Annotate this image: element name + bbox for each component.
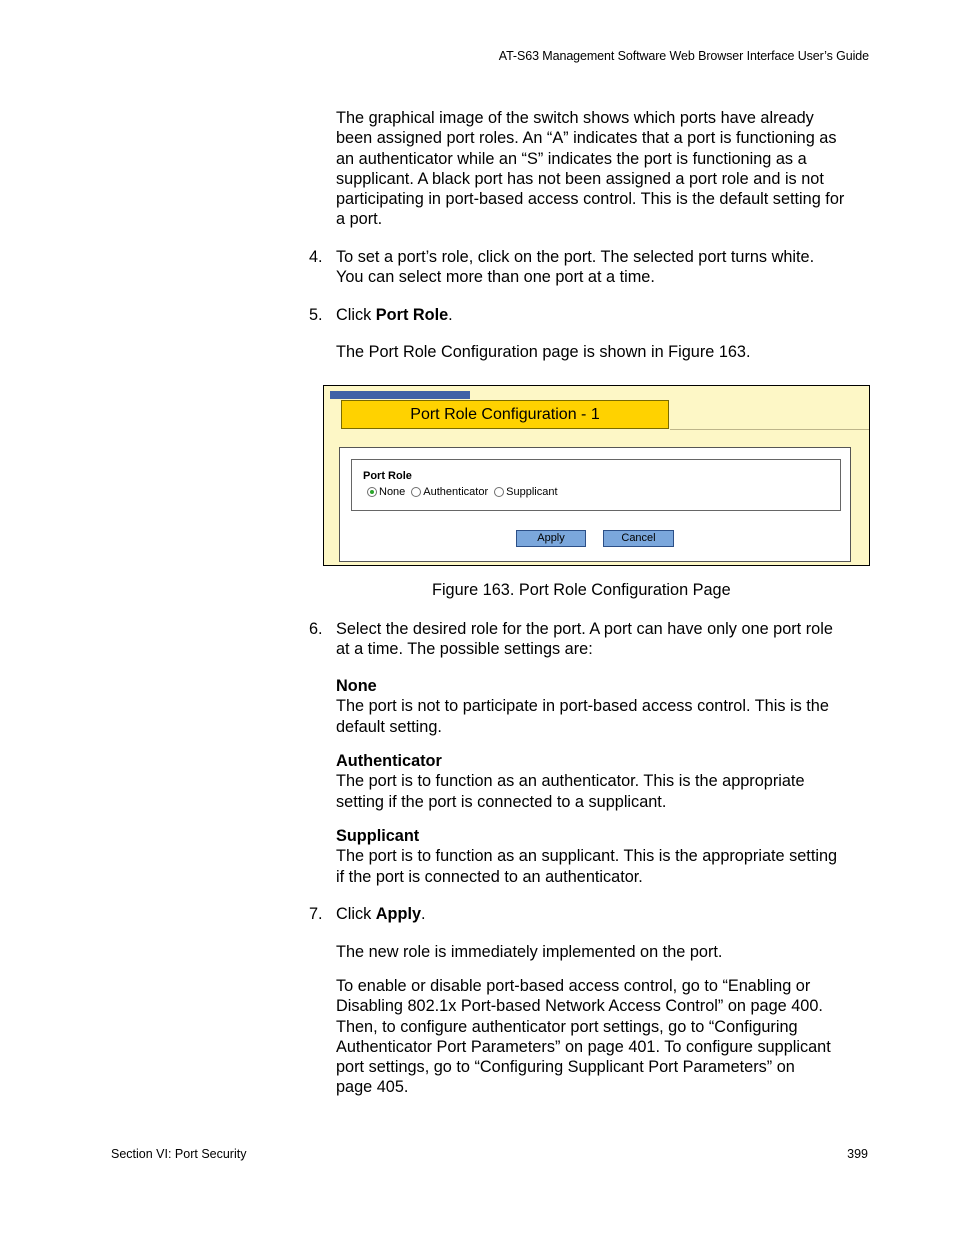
setting-term: None (336, 677, 377, 695)
apply-button[interactable]: Apply (516, 530, 586, 547)
text-line: supplicant. A black port has not been assigned a port role and is not (336, 169, 824, 188)
text-span: Click (336, 306, 376, 324)
step-number: 4. (309, 248, 323, 266)
step6-text (336, 619, 881, 660)
divider (670, 429, 869, 430)
radio-authenticator[interactable] (411, 487, 421, 497)
intro-paragraph (336, 108, 881, 230)
text-line: port settings, go to “Configuring Supplicant Port Parameters” on (336, 1058, 795, 1077)
text-line: Disabling 802.1x Port-based Network Access Control” on page 400. (336, 997, 823, 1016)
text-line: To enable or disable port-based access control, go to “Enabling or (336, 977, 811, 995)
text-line: Authenticator Port Parameters” on page 401. To configure supplicant (336, 1037, 831, 1056)
radio-supplicant-label: Supplicant (506, 486, 558, 498)
text-line: a port. (336, 210, 383, 229)
text-line: page 405. (336, 1078, 409, 1097)
text-line: Then, to configure authenticator port settings, go to “Configuring (336, 1017, 798, 1036)
text-line: The port is to function as an supplicant. This is the appropriate setting (336, 847, 838, 866)
radio-none[interactable] (367, 487, 377, 497)
text-line: setting if the port is connected to a supplicant. (336, 792, 667, 811)
text-line: The port is to function as an authenticator. This is the appropriate (336, 772, 805, 791)
text-line: been assigned port roles. An “A” indicates that a port is functioning as (336, 129, 837, 148)
setting-none (336, 676, 881, 737)
text-line: participating in port-based access control. This is the default setting for (336, 190, 845, 209)
tab-bar (330, 391, 470, 399)
port-role-configuration-screenshot (323, 385, 870, 566)
text-line: at a time. The possible settings are: (336, 640, 593, 659)
setting-term: Supplicant (336, 827, 420, 845)
text-line: Select the desired role for the port. A port can have only one port role (336, 620, 833, 638)
step-number: 5. (309, 306, 323, 324)
ui-term: Port Role (375, 306, 449, 324)
page-number: 399 (847, 1147, 868, 1161)
page-title: Port Role Configuration - 1 (341, 400, 669, 429)
port-role-group (351, 459, 841, 511)
footer-section: Section VI: Port Security (111, 1147, 247, 1161)
radio-none-label: None (379, 486, 406, 498)
text-span: . (448, 306, 453, 324)
text-line: default setting. (336, 717, 442, 736)
ui-term: Apply (375, 905, 422, 923)
step7-text (336, 904, 881, 924)
text-line: The port is not to participate in port-based access control. This is the (336, 697, 829, 716)
text-span: . (421, 905, 426, 923)
text-line: The graphical image of the switch shows which ports have already (336, 109, 814, 127)
text-line: an authenticator while an “S” indicates the port is functioning as a (336, 149, 807, 168)
cancel-button[interactable]: Cancel (603, 530, 674, 547)
radio-supplicant[interactable] (494, 487, 504, 497)
setting-term: Authenticator (336, 752, 442, 770)
running-header: AT-S63 Management Software Web Browser Interface User’s Guide (498, 49, 869, 63)
text-line: To set a port’s role, click on the port. The selected port turns white. (336, 248, 815, 266)
port-role-label: Port Role (363, 470, 412, 482)
step5-text (336, 305, 881, 325)
step-number: 7. (309, 905, 323, 923)
setting-authenticator (336, 751, 881, 812)
setting-supplicant (336, 826, 881, 887)
port-role-options (367, 486, 564, 498)
radio-authenticator-label: Authenticator (423, 486, 489, 498)
step7-result: The new role is immediately implemented on the port. (336, 943, 723, 961)
config-panel (339, 447, 851, 562)
closing-paragraph (336, 976, 881, 1098)
step5-result: The Port Role Configuration page is shown in Figure 163. (336, 343, 751, 361)
text-span: Click (336, 905, 376, 923)
text-line: You can select more than one port at a time. (336, 268, 655, 287)
text-line: if the port is connected to an authenticator. (336, 867, 643, 886)
figure-caption: Figure 163. Port Role Configuration Page (432, 581, 731, 599)
step-number: 6. (309, 620, 323, 638)
step4-text (336, 247, 881, 288)
